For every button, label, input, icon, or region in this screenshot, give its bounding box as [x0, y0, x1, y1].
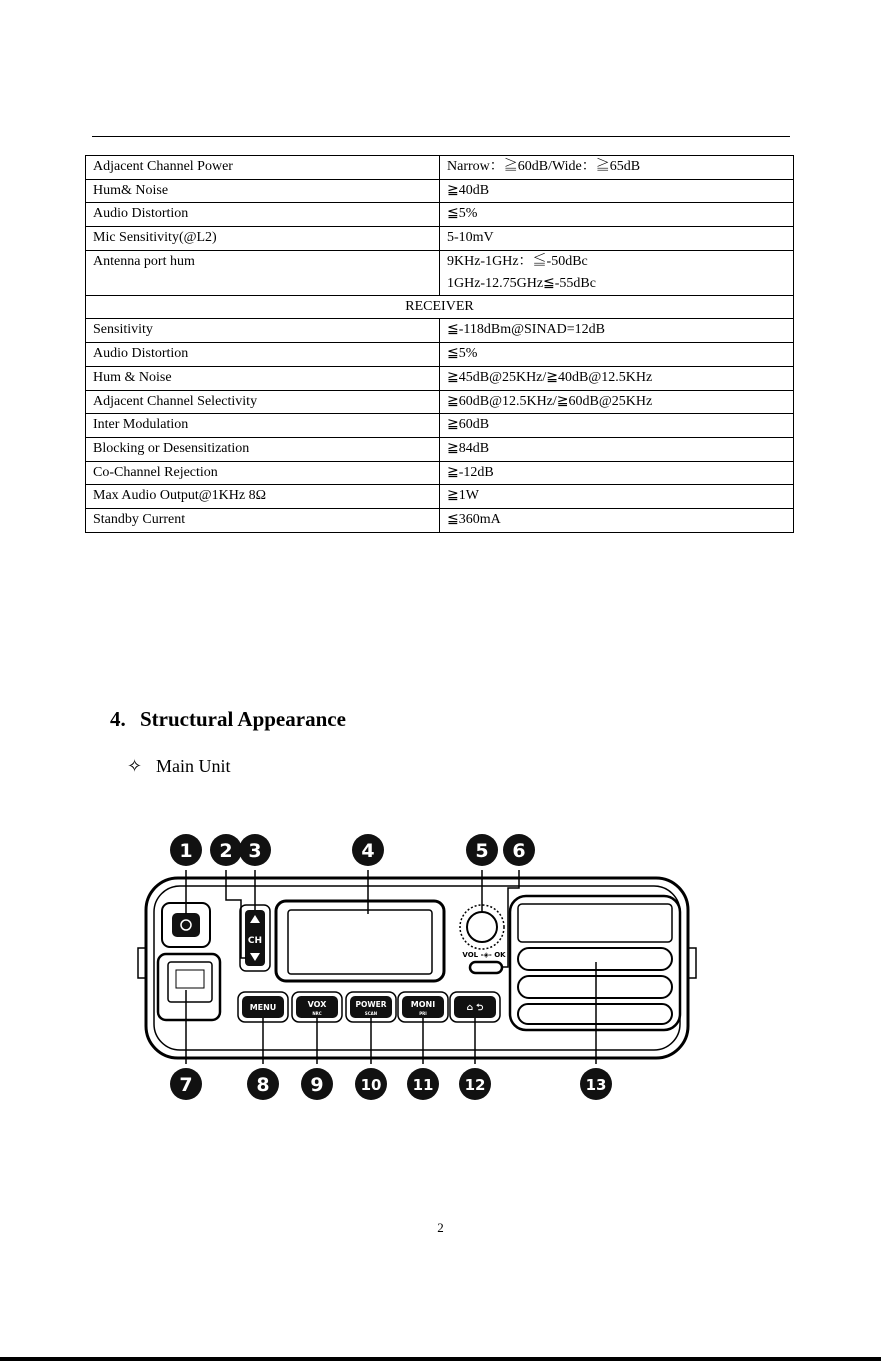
param-cell: Standby Current — [86, 508, 440, 532]
table-row — [86, 461, 794, 485]
svg-text:1: 1 — [179, 840, 193, 862]
table-row — [86, 179, 794, 203]
svg-text:12: 12 — [464, 1076, 486, 1094]
callout-2 — [210, 834, 242, 866]
channel-label: CH — [247, 936, 263, 946]
svg-text:9: 9 — [310, 1074, 324, 1096]
svg-text:7: 7 — [179, 1074, 193, 1096]
callout-1 — [170, 834, 202, 866]
speaker-grille — [510, 896, 680, 1030]
table-row — [86, 319, 794, 343]
svg-text:2: 2 — [219, 840, 233, 862]
svg-text:8: 8 — [256, 1074, 270, 1096]
param-cell: Antenna port hum — [86, 250, 440, 295]
value-line: 1GHz-12.75GHz≦-55dBc — [447, 275, 596, 291]
callout-12 — [459, 1068, 491, 1100]
page-number: 2 — [437, 1220, 444, 1235]
diamond-bullet-icon: ✧ — [127, 756, 143, 776]
header-rule — [92, 136, 790, 137]
value-cell: ≦5% — [440, 203, 794, 227]
param-cell: Blocking or Desensitization — [86, 437, 440, 461]
table-row — [86, 437, 794, 461]
param-cell: Inter Modulation — [86, 414, 440, 438]
table-row — [86, 508, 794, 532]
subheading — [127, 756, 231, 777]
table-row — [86, 203, 794, 227]
table-row — [86, 250, 794, 295]
callout-9 — [301, 1068, 333, 1100]
param-cell: Sensitivity — [86, 319, 440, 343]
menu-label: MENU — [249, 1003, 277, 1012]
param-cell: Hum & Noise — [86, 366, 440, 390]
value-cell: ≧84dB — [440, 437, 794, 461]
callout-11 — [407, 1068, 439, 1100]
pri-sub-label: PRI — [419, 1011, 427, 1016]
param-cell: Mic Sensitivity(@L2) — [86, 227, 440, 251]
power-label: POWER — [355, 1000, 387, 1009]
callout-6 — [503, 834, 535, 866]
param-cell: Co-Channel Rejection — [86, 461, 440, 485]
value-cell: ≧40dB — [440, 179, 794, 203]
value-cell: ≧60dB — [440, 414, 794, 438]
param-cell: Hum& Noise — [86, 179, 440, 203]
callout-13 — [580, 1068, 612, 1100]
mic-jack — [158, 954, 220, 1020]
svg-text:10: 10 — [360, 1076, 382, 1094]
page-bottom-edge — [0, 1357, 881, 1361]
value-cell: ≧45dB@25KHz/≧40dB@12.5KHz — [440, 366, 794, 390]
volume-ok-label: VOL -◈- OK — [462, 951, 506, 959]
table-row — [86, 485, 794, 509]
value-line: 9KHz-1GHz：≦-50dBc — [447, 253, 588, 269]
value-cell — [440, 250, 794, 295]
param-cell: Adjacent Channel Power — [86, 156, 440, 180]
value-cell: ≦-118dBm@SINAD=12dB — [440, 319, 794, 343]
table-row — [86, 390, 794, 414]
svg-text:3: 3 — [248, 840, 262, 862]
leader-lines — [186, 870, 596, 1064]
param-cell: Audio Distortion — [86, 343, 440, 367]
scan-sub-label: SCAN — [364, 1011, 378, 1016]
vox-label: VOX — [307, 1000, 327, 1009]
ok-button — [470, 962, 502, 973]
spec-table — [85, 155, 794, 533]
callout-10 — [355, 1068, 387, 1100]
param-cell: Audio Distortion — [86, 203, 440, 227]
callout-4 — [352, 834, 384, 866]
svg-text:4: 4 — [361, 840, 375, 862]
display — [276, 901, 444, 981]
section-heading — [110, 707, 346, 732]
table-row — [86, 343, 794, 367]
svg-text:5: 5 — [475, 840, 489, 862]
svg-text:11: 11 — [412, 1076, 434, 1094]
callout-3 — [239, 834, 271, 866]
vox-sub-label: NRC — [312, 1011, 322, 1016]
param-cell: Max Audio Output@1KHz 8Ω — [86, 485, 440, 509]
moni-label: MONI — [410, 1000, 436, 1009]
callout-5 — [466, 834, 498, 866]
table-row — [86, 156, 794, 180]
callout-8 — [247, 1068, 279, 1100]
value-cell: ≧-12dB — [440, 461, 794, 485]
main-unit-diagram — [134, 830, 700, 1105]
table-row — [86, 366, 794, 390]
subheading-text: Main Unit — [156, 756, 231, 776]
value-cell: ≦5% — [440, 343, 794, 367]
value-cell: ≧1W — [440, 485, 794, 509]
value-cell: Narrow：≧60dB/Wide：≧65dB — [440, 156, 794, 180]
section-row — [86, 295, 794, 319]
value-cell: ≦360mA — [440, 508, 794, 532]
section-number: 4. — [110, 707, 126, 731]
value-cell: ≧60dB@12.5KHz/≧60dB@25KHz — [440, 390, 794, 414]
callout-7 — [170, 1068, 202, 1100]
table-row — [86, 414, 794, 438]
param-cell: Adjacent Channel Selectivity — [86, 390, 440, 414]
svg-text:13: 13 — [585, 1076, 607, 1094]
table-row — [86, 227, 794, 251]
svg-text:6: 6 — [512, 840, 526, 862]
section-title: Structural Appearance — [140, 707, 346, 731]
value-cell: 5-10mV — [440, 227, 794, 251]
section-label: RECEIVER — [86, 295, 794, 319]
home-back-icon: ⌂ ⮌ — [466, 1003, 484, 1013]
